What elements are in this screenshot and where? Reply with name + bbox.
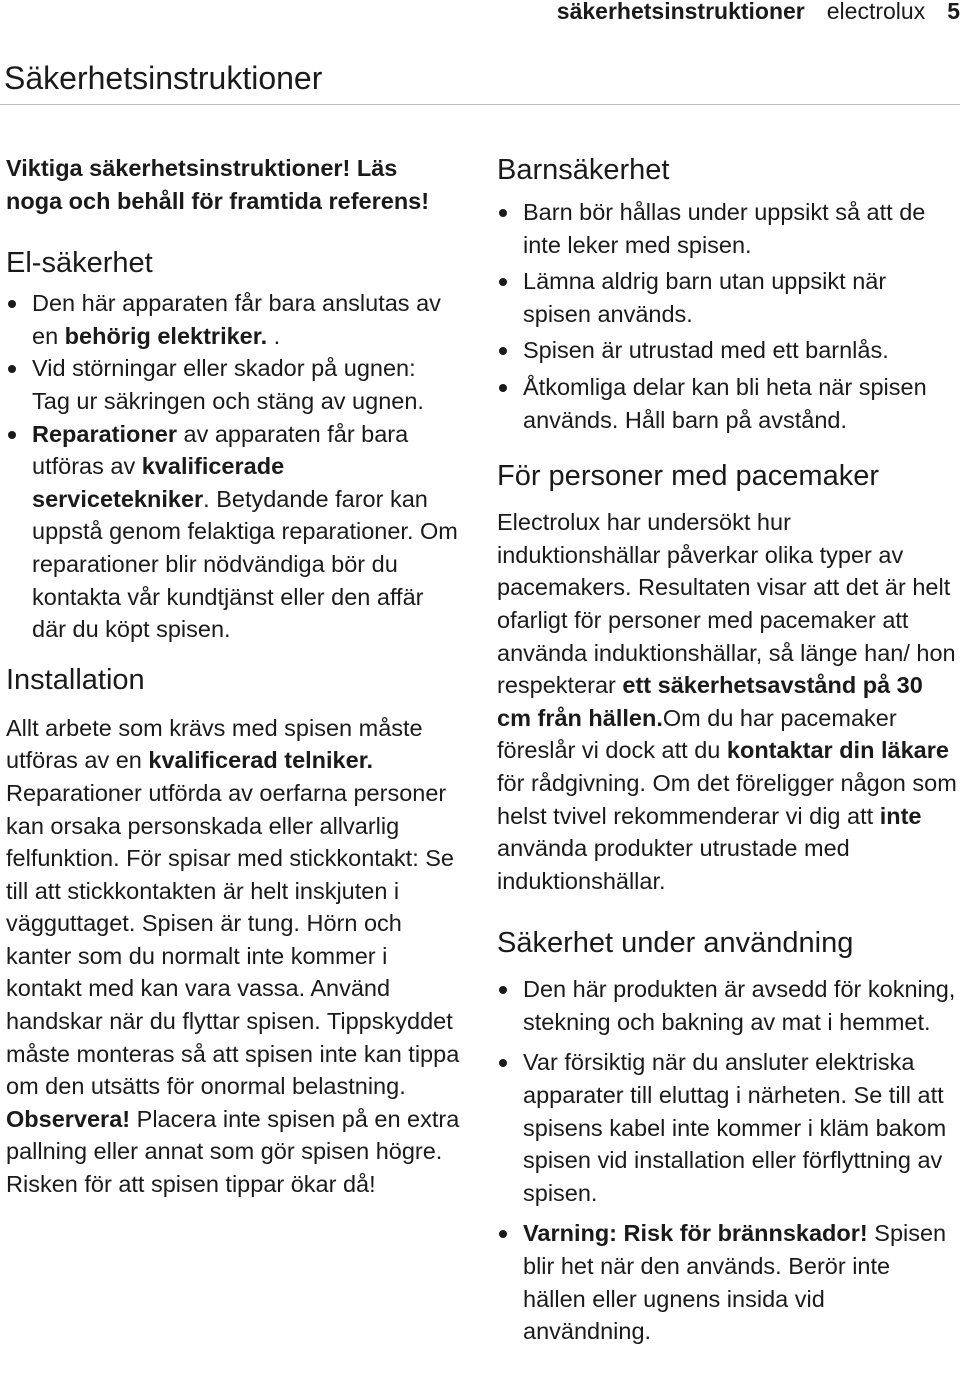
bullet-icon xyxy=(8,431,16,439)
observe-note: Observera! Placera inte spisen på en extra pallning eller annat som gör spisen högre. Risken för att spisen tippar ökar då! xyxy=(6,1105,460,1198)
right-column xyxy=(497,152,959,1348)
el-safety-list xyxy=(6,287,458,646)
bullet-icon xyxy=(499,278,507,286)
pacemaker-heading: För personer med pacemaker xyxy=(497,460,879,493)
list-item: Den här produkten är avsedd för kokning, stekning och bakning av mat i hemmet. xyxy=(497,973,959,1038)
bullet-icon xyxy=(499,1230,507,1238)
left-column xyxy=(6,152,468,1201)
header-section: säkerhetsinstruktioner xyxy=(556,0,805,24)
list-item: Reparationer av apparaten får bara utföras av kvalificerade servicetekniker. Betydande faror kan uppstå genom felaktiga reparationer. Om reparationer blir nödvändiga bör du kontakta vår kundtjänst eller den affär där du köpt spisen. xyxy=(6,418,458,646)
list-item: Varning: Risk för brännskador! Spisen blir het när den används. Berör inte hällen eller ugnens insida vid användning. xyxy=(497,1217,959,1347)
page-number: 5 xyxy=(947,0,960,24)
list-item: Vid störningar eller skador på ugnen: Tag ur säkringen och stäng av ugnen. xyxy=(6,352,458,417)
installation-text: Allt arbete som krävs med spisen måste utföras av en kvalificerad telniker. Reparationer utförda av oerfarna personer kan orsaka personskada eller allvarlig felfunktion. För spisar med stickkontakt: Se till att stickkontakten är helt inskjuten i vägguttaget. Spisen är tung. Hörn och kanter som du normalt inte kommer i kontakt med kan vara vassa. Använd handskar när du flyttar spisen. Tippskyddet måste monteras så att spisen inte kan tippa om den utsätts för onormal belastning. xyxy=(6,714,460,1100)
list-item: Barn bör hållas under uppsikt så att de inte leker med spisen. xyxy=(497,196,959,261)
bullet-icon xyxy=(499,209,507,217)
bullet-icon xyxy=(499,986,507,994)
list-item: Spisen är utrustad med ett barnlås. xyxy=(497,334,959,367)
list-item: Lämna aldrig barn utan uppsikt när spisen används. xyxy=(497,265,959,330)
bullet-icon xyxy=(8,300,16,308)
pacemaker-text: Electrolux har undersökt hur induktionshällar påverkar olika typer av pacemakers. Resultaten visar att det är helt ofarligt för personer med pacemaker att använda induktionshällar, så länge han/ hon respekterar ett säkerhetsavstånd på 30 cm från hällen.Om du har pacemaker föreslår vi dock att du kontaktar din läkare för rådgivning. Om det föreligger någon som helst tvivel rekommenderar vi dig att inte använda produkter utrustade med induktionshällar. xyxy=(497,509,957,894)
intro-warning: Viktiga säkerhetsinstruktioner! Läs noga och behåll för framtida referens! xyxy=(6,155,430,214)
title-divider xyxy=(0,104,960,105)
page-title: Säkerhetsinstruktioner xyxy=(4,60,323,96)
bullet-icon xyxy=(499,384,507,392)
bullet-icon xyxy=(499,347,507,355)
usage-safety-list xyxy=(497,973,959,1348)
child-safety-heading: Barnsäkerhet xyxy=(497,154,670,186)
list-item: Den här apparaten får bara anslutas av en behörig elektriker. . xyxy=(6,287,458,352)
running-header xyxy=(557,0,960,22)
el-safety-heading: El-säkerhet xyxy=(6,247,153,280)
usage-safety-heading: Säkerhet under användning xyxy=(497,927,854,960)
bullet-icon xyxy=(499,1059,507,1067)
header-brand: electrolux xyxy=(826,0,926,24)
child-safety-list xyxy=(497,196,959,436)
list-item: Var försiktig när du ansluter elektriska apparater till eluttag i närheten. Se till att spisens kabel inte kommer i kläm bakom spisen vid installation eller förflyttning av spisen. xyxy=(497,1046,959,1209)
list-item: Åtkomliga delar kan bli heta när spisen används. Håll barn på avstånd. xyxy=(497,371,959,436)
bullet-icon xyxy=(8,365,16,373)
installation-heading: Installation xyxy=(6,663,145,696)
